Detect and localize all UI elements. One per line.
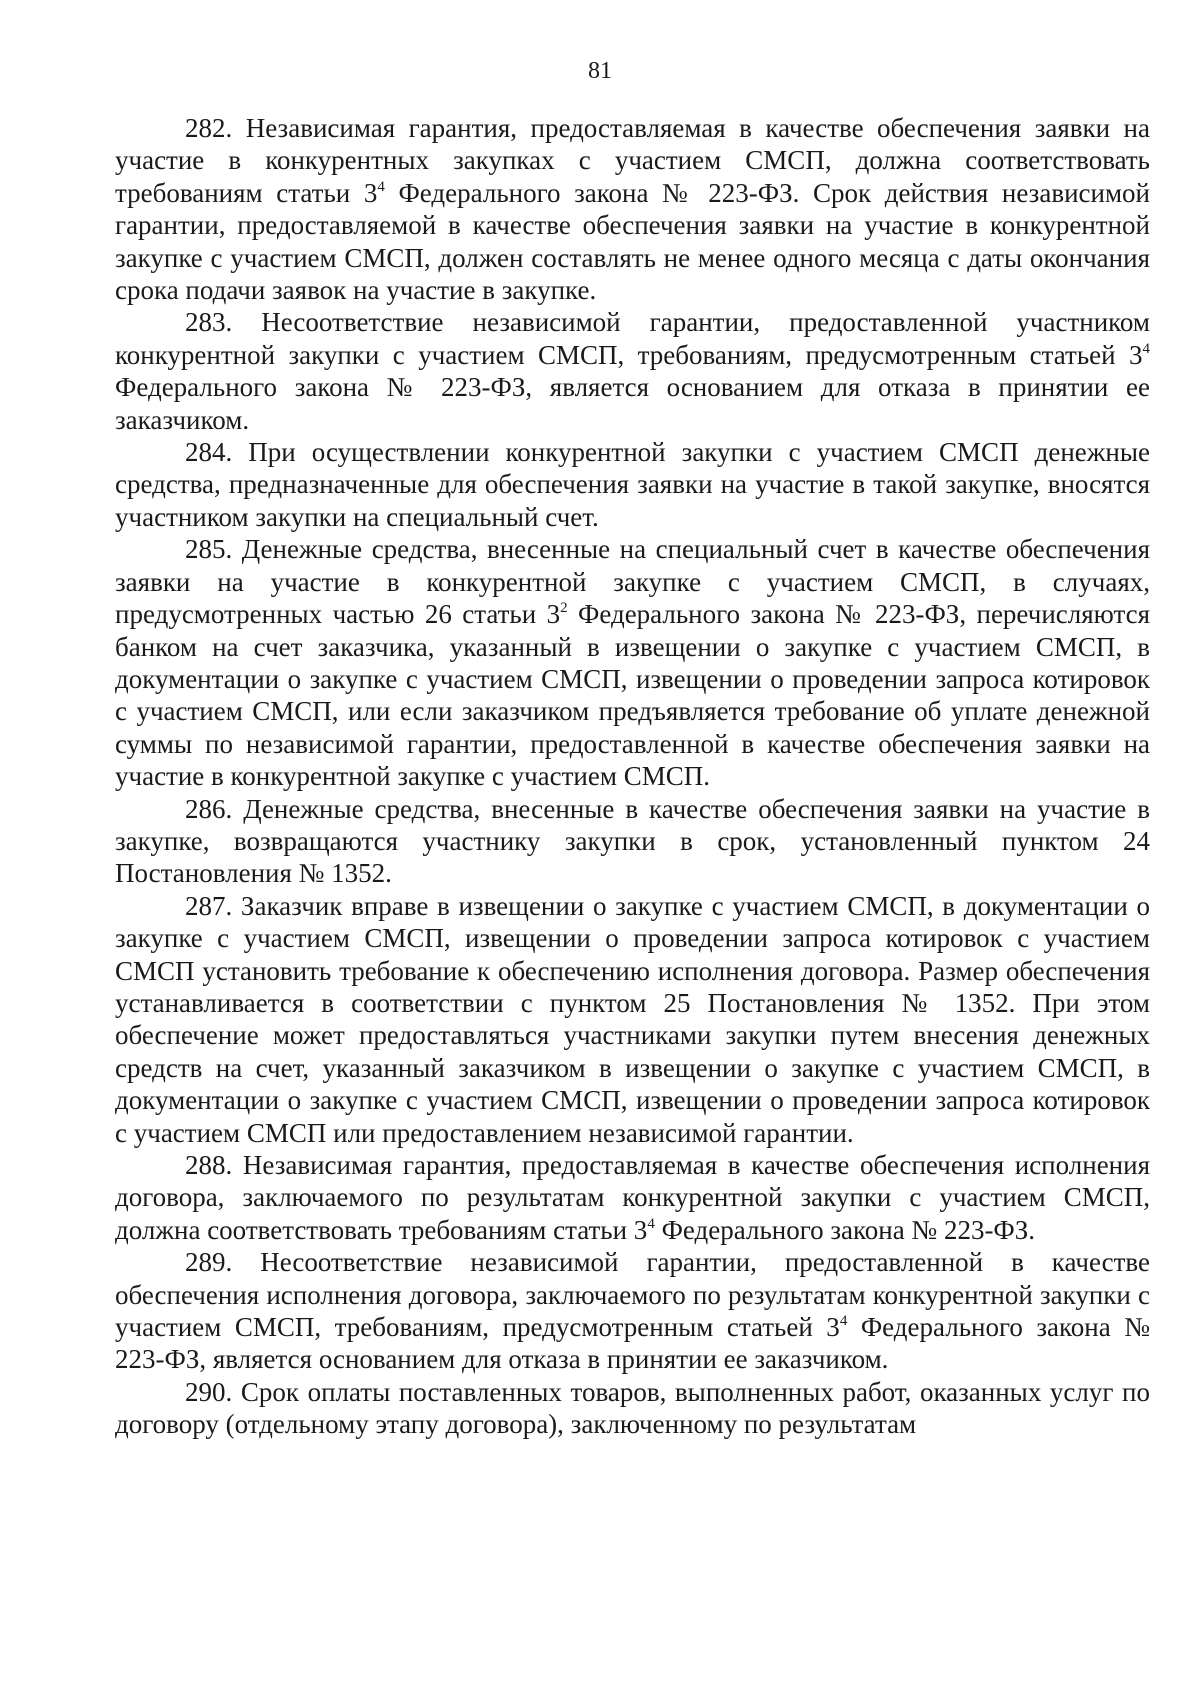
paragraph-284: 284. При осуществлении конкурентной закупки с участием СМСП денежные средства, предназначенные для обеспечения заявки на участие в такой закупке, вносятся участником закупки на специальный счет. [115,437,1150,532]
paragraph-283: 283. Несоответствие независимой гарантии, предоставленной участником конкурентной закупки с участием СМСП, требованиям, предусмотренным статьей $3^4$ Федерального закона № 223-ФЗ, является основанием для отказа в принятии ее заказчиком. [115,307,1150,435]
paragraph-288: 288. Независимая гарантия, предоставляемая в качестве обеспечения исполнения договора, заключаемого по результатам конкурентной закупки с участием СМСП, должна соответствовать требованиям статьи $3^4$ Федерального закона № 223-ФЗ. [115,1150,1150,1245]
superscript-index: 2 [560,600,568,617]
page-number: 81 [588,58,612,84]
paragraph-290: 290. Срок оплаты поставленных товаров, выполненных работ, оказанных услуг по договору (отдельному этапу договора), заключенному по результатам [115,1376,1150,1440]
paragraph-289: 289. Несоответствие независимой гарантии, предоставленной в качестве обеспечения исполнения договора, заключаемого по результатам конкурентной закупки с участием СМСП, требованиям, предусмотренным статьей $3^4$ Федерального закона № 223-ФЗ, является основанием для отказа в принятии ее заказчиком. [115,1247,1150,1375]
paragraph-285: 285. Денежные средства, внесенные на специальный счет в качестве обеспечения заявки на участие в конкурентной закупке с участием СМСП, в случаях, предусмотренных частью 26 статьи $3^2$ Федерального закона № 223-ФЗ, перечисляются банком на счет заказчика, указанный в извещении о закупке с участием СМСП, в документации о закупке с участием СМСП, извещении о проведении запроса котировок с участием СМСП, или если заказчиком предъявляется требование об уплате денежной суммы по независимой гарантии, предоставленной в качестве обеспечения заявки на участие в конкурентной закупке с участием СМСП. [115,534,1150,792]
paragraph-287: 287. Заказчик вправе в извещении о закупке с участием СМСП, в документации о закупке с участием СМСП, извещении о проведении запроса котировок с участием СМСП установить требование к обеспечению исполнения договора. Размер обеспечения устанавливается в соответствии с пунктом 25 Постановления № 1352. При этом обеспечение может предоставляться участниками закупки путем внесения денежных средств на счет, указанный заказчиком в извещении о закупке с участием СМСП, в документации о закупке с участием СМСП, извещении о проведении запроса котировок с участием СМСП или предоставлением независимой гарантии. [115,890,1150,1148]
superscript-index: 4 [839,1313,848,1330]
superscript-index: 4 [377,178,385,195]
paragraph-282: 282. Независимая гарантия, предоставляемая в качестве обеспечения заявки на участие в конкурентных закупках с участием СМСП, должна соответствовать требованиям статьи $3^4$ Федерального закона № 223-ФЗ. Срок действия независимой гарантии, предоставляемой в качестве обеспечения заявки на участие в конкурентной закупке с участием СМСП, должен составлять не менее одного месяца с даты окончания срока подачи заявок на участие в закупке. [115,113,1150,306]
superscript-index: 4 [1142,340,1150,357]
document-body [115,112,1150,1441]
paragraph-286: 286. Денежные средства, внесенные в качестве обеспечения заявки на участие в закупке, возвращаются участнику закупки в срок, установленный пунктом 24 Постановления № 1352. [115,793,1150,889]
superscript-index: 4 [647,1215,655,1232]
